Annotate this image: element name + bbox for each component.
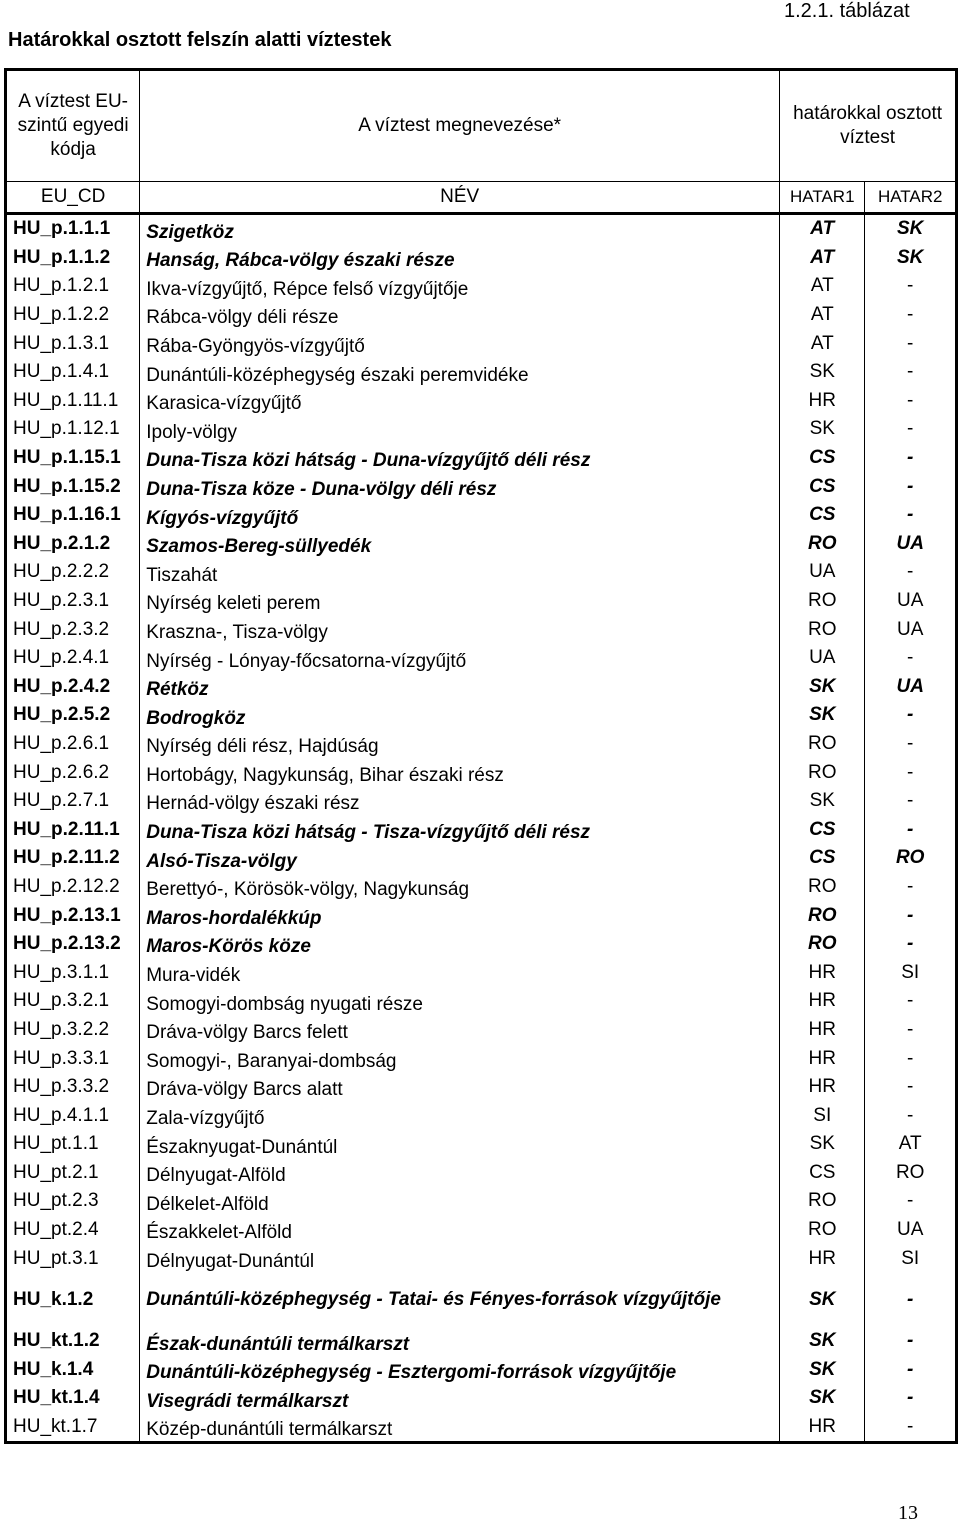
row-border-1: SK <box>780 1273 865 1327</box>
table-row <box>6 558 957 587</box>
subheader-name: NÉV <box>140 182 780 214</box>
row-border-1: HR <box>780 1244 865 1273</box>
table-row <box>6 1216 957 1245</box>
row-name: Duna-Tisza közi hátság - Tisza-vízgyűjtő déli rész <box>140 815 780 844</box>
table-row <box>6 1356 957 1385</box>
table-row <box>6 1159 957 1188</box>
row-border-1: RO <box>780 758 865 787</box>
row-name: Karasica-vízgyűjtő <box>140 387 780 416</box>
row-name: Délnyugat-Alföld <box>140 1159 780 1188</box>
table-row <box>6 701 957 730</box>
row-border-1: RO <box>780 930 865 959</box>
row-border-1: RO <box>780 530 865 559</box>
row-border-2: UA <box>865 1216 957 1245</box>
row-border-2: - <box>865 873 957 902</box>
table-body <box>6 214 957 1443</box>
row-name: Hanság, Rábca-völgy északi része <box>140 244 780 273</box>
row-code: HU_p.1.16.1 <box>6 501 140 530</box>
table-row <box>6 1187 957 1216</box>
table-row <box>6 358 957 387</box>
row-code: HU_pt.2.4 <box>6 1216 140 1245</box>
row-border-2: UA <box>865 615 957 644</box>
table-row <box>6 587 957 616</box>
table-row <box>6 501 957 530</box>
row-code: HU_p.3.3.1 <box>6 1044 140 1073</box>
row-border-1: HR <box>780 387 865 416</box>
row-border-1: RO <box>780 615 865 644</box>
table-row <box>6 1073 957 1102</box>
row-border-2: SK <box>865 214 957 244</box>
table-row <box>6 329 957 358</box>
table-row <box>6 1130 957 1159</box>
row-border-2: RO <box>865 844 957 873</box>
row-name: Hortobágy, Nagykunság, Bihar északi rész <box>140 758 780 787</box>
row-name: Észak-dunántúli termálkarszt <box>140 1327 780 1356</box>
row-code: HU_p.3.3.2 <box>6 1073 140 1102</box>
table-row <box>6 530 957 559</box>
row-code: HU_pt.1.1 <box>6 1130 140 1159</box>
row-name: Szigetköz <box>140 214 780 244</box>
row-border-1: CS <box>780 472 865 501</box>
row-code: HU_p.2.13.2 <box>6 930 140 959</box>
subheader-h2: HATAR2 <box>865 182 957 214</box>
row-border-2: - <box>865 301 957 330</box>
row-code: HU_p.2.3.2 <box>6 615 140 644</box>
row-border-1: SK <box>780 673 865 702</box>
table-row <box>6 1327 957 1356</box>
row-name: Visegrádi termálkarszt <box>140 1384 780 1413</box>
row-border-1: AT <box>780 329 865 358</box>
row-border-1: CS <box>780 444 865 473</box>
row-name: Dunántúli-középhegység - Tatai- és Fényes-források vízgyűjtője <box>140 1273 780 1327</box>
row-border-2: - <box>865 415 957 444</box>
table-row <box>6 644 957 673</box>
row-border-1: RO <box>780 901 865 930</box>
row-border-2: UA <box>865 530 957 559</box>
row-code: HU_p.2.1.2 <box>6 530 140 559</box>
row-name: Maros-Körös köze <box>140 930 780 959</box>
row-name: Közép-dunántúli termálkarszt <box>140 1413 780 1443</box>
aquifer-table <box>4 68 958 1444</box>
row-code: HU_p.2.13.1 <box>6 901 140 930</box>
table-row <box>6 958 957 987</box>
row-code: HU_p.2.6.2 <box>6 758 140 787</box>
row-border-2: UA <box>865 673 957 702</box>
row-border-2: SI <box>865 1244 957 1273</box>
table-row <box>6 815 957 844</box>
table-row <box>6 930 957 959</box>
row-name: Rábca-völgy déli része <box>140 301 780 330</box>
row-name: Tiszahát <box>140 558 780 587</box>
row-border-1: SK <box>780 1327 865 1356</box>
row-name: Nyírség - Lónyay-főcsatorna-vízgyűjtő <box>140 644 780 673</box>
table-row <box>6 615 957 644</box>
table-row <box>6 673 957 702</box>
row-border-2: - <box>865 501 957 530</box>
table-row <box>6 1044 957 1073</box>
table-row <box>6 1016 957 1045</box>
row-border-2: - <box>865 1356 957 1385</box>
row-code: HU_p.3.1.1 <box>6 958 140 987</box>
row-border-2: RO <box>865 1159 957 1188</box>
table-reference: 1.2.1. táblázat <box>784 0 910 22</box>
row-code: HU_kt.1.7 <box>6 1413 140 1443</box>
table-row <box>6 730 957 759</box>
row-code: HU_p.2.5.2 <box>6 701 140 730</box>
row-border-1: CS <box>780 815 865 844</box>
table-row <box>6 244 957 273</box>
row-code: HU_pt.3.1 <box>6 1244 140 1273</box>
row-border-2: - <box>865 1327 957 1356</box>
row-code: HU_p.1.15.2 <box>6 472 140 501</box>
row-name: Délkelet-Alföld <box>140 1187 780 1216</box>
table-row <box>6 1384 957 1413</box>
row-border-1: UA <box>780 644 865 673</box>
row-border-2: SI <box>865 958 957 987</box>
row-border-2: - <box>865 558 957 587</box>
row-border-1: SK <box>780 1356 865 1385</box>
row-border-1: CS <box>780 844 865 873</box>
row-name: Dunántúli-középhegység - Esztergomi-források vízgyűjtője <box>140 1356 780 1385</box>
row-name: Nyírség keleti perem <box>140 587 780 616</box>
row-code: HU_kt.1.4 <box>6 1384 140 1413</box>
row-border-1: HR <box>780 1044 865 1073</box>
row-code: HU_p.2.4.1 <box>6 644 140 673</box>
row-border-2: - <box>865 1413 957 1443</box>
row-name: Zala-vízgyűjtő <box>140 1101 780 1130</box>
row-border-1: HR <box>780 1413 865 1443</box>
row-code: HU_p.1.15.1 <box>6 444 140 473</box>
header-border: határokkal osztott víztest <box>780 70 957 182</box>
row-border-2: UA <box>865 587 957 616</box>
table-row <box>6 787 957 816</box>
row-border-2: - <box>865 1016 957 1045</box>
table-row <box>6 1244 957 1273</box>
row-name: Szamos-Bereg-süllyedék <box>140 530 780 559</box>
table-row <box>6 472 957 501</box>
row-name: Dráva-völgy Barcs alatt <box>140 1073 780 1102</box>
row-code: HU_p.2.11.1 <box>6 815 140 844</box>
row-border-2: - <box>865 901 957 930</box>
row-border-2: - <box>865 815 957 844</box>
row-border-2: - <box>865 272 957 301</box>
page-title: Határokkal osztott felszín alatti víztestek <box>8 29 392 51</box>
row-name: Berettyó-, Körösök-völgy, Nagykunság <box>140 873 780 902</box>
row-border-2: - <box>865 444 957 473</box>
row-border-2: - <box>865 930 957 959</box>
row-name: Délnyugat-Dunántúl <box>140 1244 780 1273</box>
row-border-1: HR <box>780 958 865 987</box>
header-name: A víztest megnevezése* <box>140 70 780 182</box>
row-name: Északnyugat-Dunántúl <box>140 1130 780 1159</box>
row-code: HU_k.1.2 <box>6 1273 140 1327</box>
row-code: HU_p.2.6.1 <box>6 730 140 759</box>
row-name: Rába-Gyöngyös-vízgyűjtő <box>140 329 780 358</box>
row-name: Duna-Tisza köze - Duna-völgy déli rész <box>140 472 780 501</box>
row-name: Bodrogköz <box>140 701 780 730</box>
row-border-1: SK <box>780 1384 865 1413</box>
row-border-1: RO <box>780 1216 865 1245</box>
row-code: HU_p.3.2.2 <box>6 1016 140 1045</box>
row-border-1: SK <box>780 701 865 730</box>
row-border-2: - <box>865 358 957 387</box>
row-name: Északkelet-Alföld <box>140 1216 780 1245</box>
row-border-1: AT <box>780 214 865 244</box>
table-row <box>6 1101 957 1130</box>
row-code: HU_p.4.1.1 <box>6 1101 140 1130</box>
row-code: HU_p.2.12.2 <box>6 873 140 902</box>
row-border-2: - <box>865 1101 957 1130</box>
subheader-code: EU_CD <box>6 182 140 214</box>
row-border-1: RO <box>780 730 865 759</box>
row-border-1: RO <box>780 1187 865 1216</box>
row-code: HU_kt.1.2 <box>6 1327 140 1356</box>
table-row <box>6 844 957 873</box>
row-border-2: - <box>865 387 957 416</box>
row-name: Kraszna-, Tisza-völgy <box>140 615 780 644</box>
table-row <box>6 415 957 444</box>
row-name: Mura-vidék <box>140 958 780 987</box>
table-row <box>6 1273 957 1327</box>
row-code: HU_p.1.2.1 <box>6 272 140 301</box>
table-row <box>6 214 957 244</box>
row-border-1: SI <box>780 1101 865 1130</box>
row-border-2: - <box>865 472 957 501</box>
row-border-2: - <box>865 644 957 673</box>
row-name: Kígyós-vízgyűjtő <box>140 501 780 530</box>
table-row <box>6 301 957 330</box>
row-code: HU_p.1.4.1 <box>6 358 140 387</box>
table-row <box>6 1413 957 1443</box>
row-border-2: SK <box>865 244 957 273</box>
row-code: HU_p.1.1.1 <box>6 214 140 244</box>
row-border-2: - <box>865 1044 957 1073</box>
row-code: HU_pt.2.3 <box>6 1187 140 1216</box>
row-name: Ikva-vízgyűjtő, Répce felső vízgyűjtője <box>140 272 780 301</box>
row-code: HU_p.2.4.2 <box>6 673 140 702</box>
table-row <box>6 901 957 930</box>
row-code: HU_p.1.2.2 <box>6 301 140 330</box>
table-row <box>6 758 957 787</box>
row-name: Ipoly-völgy <box>140 415 780 444</box>
table-row <box>6 873 957 902</box>
row-code: HU_p.3.2.1 <box>6 987 140 1016</box>
row-border-1: SK <box>780 787 865 816</box>
subheader-h1: HATAR1 <box>780 182 865 214</box>
row-name: Alsó-Tisza-völgy <box>140 844 780 873</box>
row-border-1: HR <box>780 1073 865 1102</box>
row-border-2: - <box>865 730 957 759</box>
row-name: Somogyi-dombság nyugati része <box>140 987 780 1016</box>
row-border-2: - <box>865 1187 957 1216</box>
row-name: Maros-hordalékkúp <box>140 901 780 930</box>
row-code: HU_p.2.3.1 <box>6 587 140 616</box>
row-border-2: - <box>865 1073 957 1102</box>
row-code: HU_p.2.7.1 <box>6 787 140 816</box>
row-code: HU_p.2.2.2 <box>6 558 140 587</box>
row-border-2: - <box>865 1384 957 1413</box>
row-border-1: CS <box>780 1159 865 1188</box>
row-border-2: - <box>865 329 957 358</box>
row-code: HU_p.2.11.2 <box>6 844 140 873</box>
row-border-1: SK <box>780 1130 865 1159</box>
row-border-1: AT <box>780 301 865 330</box>
row-border-1: HR <box>780 1016 865 1045</box>
row-name: Somogyi-, Baranyai-dombság <box>140 1044 780 1073</box>
page-number: 13 <box>898 1502 918 1524</box>
row-border-1: RO <box>780 587 865 616</box>
row-border-2: - <box>865 987 957 1016</box>
row-border-1: RO <box>780 873 865 902</box>
row-name: Rétköz <box>140 673 780 702</box>
row-code: HU_p.1.12.1 <box>6 415 140 444</box>
row-border-1: SK <box>780 415 865 444</box>
row-name: Dráva-völgy Barcs felett <box>140 1016 780 1045</box>
row-border-2: - <box>865 1273 957 1327</box>
row-border-1: UA <box>780 558 865 587</box>
row-code: HU_p.1.11.1 <box>6 387 140 416</box>
row-name: Nyírség déli rész, Hajdúság <box>140 730 780 759</box>
header-code: A víztest EU- szintű egyedi kódja <box>6 70 140 182</box>
row-border-2: - <box>865 758 957 787</box>
row-border-1: CS <box>780 501 865 530</box>
row-border-1: SK <box>780 358 865 387</box>
row-name: Dunántúli-középhegység északi peremvidéke <box>140 358 780 387</box>
row-border-1: AT <box>780 244 865 273</box>
table-row <box>6 987 957 1016</box>
row-border-1: HR <box>780 987 865 1016</box>
row-code: HU_p.1.1.2 <box>6 244 140 273</box>
row-border-1: AT <box>780 272 865 301</box>
row-border-2: - <box>865 701 957 730</box>
table-row <box>6 387 957 416</box>
row-code: HU_p.1.3.1 <box>6 329 140 358</box>
row-border-2: - <box>865 787 957 816</box>
row-code: HU_pt.2.1 <box>6 1159 140 1188</box>
row-border-2: AT <box>865 1130 957 1159</box>
table-row <box>6 272 957 301</box>
row-code: HU_k.1.4 <box>6 1356 140 1385</box>
table-row <box>6 444 957 473</box>
row-name: Duna-Tisza közi hátság - Duna-vízgyűjtő déli rész <box>140 444 780 473</box>
row-name: Hernád-völgy északi rész <box>140 787 780 816</box>
